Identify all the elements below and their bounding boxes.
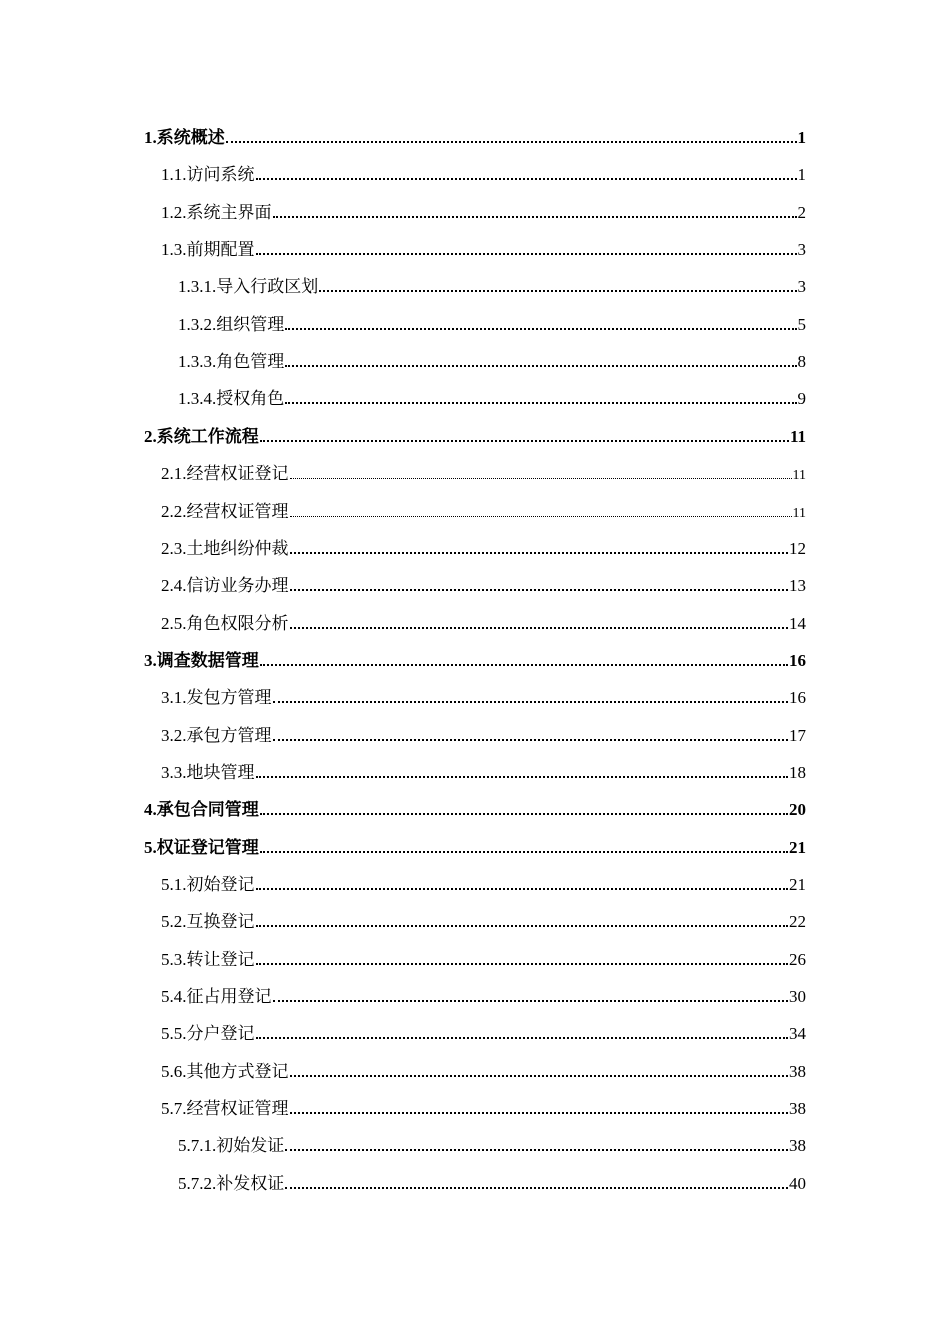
- toc-entry-title: 1.3.1.导入行政区划: [178, 277, 319, 297]
- toc-entry[interactable]: [161, 570, 806, 596]
- dot-leader: [290, 1112, 789, 1114]
- toc-entry-page-number: 14: [789, 613, 806, 633]
- toc-entry-title: 5.1.初始登记: [161, 875, 255, 894]
- toc-entry-page-number: 34: [789, 1024, 806, 1044]
- toc-entry[interactable]: [161, 757, 806, 783]
- toc-entry-title: 1.3.4.授权角色: [178, 389, 285, 409]
- toc-entry[interactable]: [161, 906, 806, 932]
- toc-entry[interactable]: [178, 1130, 806, 1156]
- toc-entry[interactable]: [178, 346, 806, 372]
- toc-entry-title: 1.系统概述: [144, 128, 225, 147]
- dot-leader: [260, 813, 788, 815]
- toc-entry-page-number: 38: [789, 1061, 806, 1081]
- dot-leader: [285, 328, 796, 330]
- toc-entry-page-number: 9: [797, 389, 806, 409]
- toc-entry-page-number: 1: [797, 128, 806, 147]
- toc-entry-title: 5.3.转让登记: [161, 949, 255, 969]
- toc-entry-page-number: 11: [789, 426, 806, 446]
- toc-entry-page-number: 22: [789, 912, 806, 932]
- toc-entry[interactable]: [161, 720, 806, 746]
- toc-entry-title: 4.承包合同管理: [144, 800, 259, 820]
- toc-entry[interactable]: [161, 458, 806, 484]
- toc-entry-page-number: 11: [792, 468, 806, 484]
- dot-leader: [260, 851, 788, 853]
- toc-entry[interactable]: [178, 1168, 806, 1194]
- toc-entry[interactable]: [161, 869, 806, 895]
- toc-entry[interactable]: [144, 122, 806, 148]
- dot-leader: [290, 627, 789, 629]
- toc-entry-page-number: 17: [789, 725, 806, 745]
- dot-leader: [256, 1037, 789, 1039]
- dot-leader: [285, 365, 796, 367]
- toc-entry-page-number: 38: [789, 1099, 806, 1119]
- toc-entry-title: 5.7.1.初始发证: [178, 1136, 285, 1156]
- toc-entry[interactable]: [161, 197, 806, 223]
- toc-entry-title: 1.3.3.角色管理: [178, 352, 285, 372]
- toc-entry-page-number: 5: [797, 314, 806, 334]
- toc-entry[interactable]: [144, 794, 806, 820]
- toc-entry[interactable]: [161, 682, 806, 708]
- toc-entry-page-number: 3: [797, 277, 806, 297]
- toc-entry[interactable]: [178, 271, 806, 297]
- dot-leader: [273, 739, 789, 741]
- toc-entry-page-number: 12: [789, 538, 806, 558]
- toc-entry-page-number: 3: [797, 240, 806, 260]
- toc-entry[interactable]: [161, 944, 806, 970]
- dot-leader: [256, 253, 797, 255]
- toc-entry-page-number: 16: [789, 650, 806, 670]
- dot-leader: [273, 1000, 789, 1002]
- toc-entry-title: 5.7.经营权证管理: [161, 1099, 289, 1119]
- toc-entry-title: 3.3.地块管理: [161, 762, 255, 782]
- toc-entry[interactable]: [161, 159, 806, 185]
- toc-entry-page-number: 11: [792, 505, 806, 521]
- toc-entry-title: 3.1.发包方管理: [161, 688, 272, 708]
- toc-entry-title: 2.2.经营权证管理: [161, 501, 289, 521]
- dot-leader: [226, 141, 797, 143]
- toc-entry-title: 3.调查数据管理: [144, 650, 259, 670]
- toc-entry-page-number: 1: [797, 165, 806, 185]
- toc-entry-title: 5.5.分户登记: [161, 1024, 255, 1044]
- toc-entry-page-number: 8: [797, 352, 806, 372]
- toc-entry-title: 2.5.角色权限分析: [161, 613, 289, 633]
- toc-entry-title: 1.1.访问系统: [161, 165, 255, 185]
- toc-entry-title: 5.权证登记管理: [144, 837, 259, 857]
- toc-entry-page-number: 2: [797, 202, 806, 222]
- toc-entry-title: 1.3.2.组织管理: [178, 314, 285, 334]
- dot-leader: [285, 1149, 788, 1151]
- toc-entry-page-number: 13: [789, 576, 806, 596]
- toc-entry[interactable]: [161, 496, 806, 522]
- toc-entry-title: 2.3.土地纠纷仲裁: [161, 538, 289, 558]
- toc-entry-title: 5.2.互换登记: [161, 912, 255, 932]
- toc-entry-title: 1.3.前期配置: [161, 240, 255, 260]
- toc-entry[interactable]: [161, 1056, 806, 1082]
- toc-entry-title: 3.2.承包方管理: [161, 725, 272, 745]
- toc-entry-title: 2.4.信访业务办理: [161, 576, 289, 596]
- toc-entry[interactable]: [161, 234, 806, 260]
- dot-leader: [260, 440, 789, 442]
- dot-leader: [273, 216, 797, 218]
- dot-leader: [256, 776, 789, 778]
- dot-leader: [290, 1075, 789, 1077]
- toc-entry[interactable]: [161, 981, 806, 1007]
- toc-entry-title: 5.6.其他方式登记: [161, 1061, 289, 1081]
- dot-leader: [260, 664, 788, 666]
- toc-entry-title: 2.1.经营权证登记: [161, 464, 289, 484]
- dot-leader: [290, 516, 792, 517]
- toc-entry[interactable]: [144, 832, 806, 858]
- dot-leader: [256, 178, 797, 180]
- toc-entry-page-number: 21: [789, 837, 806, 857]
- dot-leader: [285, 402, 796, 404]
- toc-entry[interactable]: [161, 1018, 806, 1044]
- toc-entry[interactable]: [178, 383, 806, 409]
- toc-entry[interactable]: [161, 533, 806, 559]
- toc-entry[interactable]: [178, 309, 806, 335]
- toc-entry[interactable]: [144, 421, 806, 447]
- toc-entry[interactable]: [144, 645, 806, 671]
- dot-leader: [256, 925, 789, 927]
- toc-entry-page-number: 21: [789, 875, 806, 894]
- toc-entry-page-number: 40: [789, 1173, 806, 1193]
- toc-entry-title: 5.7.2.补发权证: [178, 1173, 285, 1193]
- dot-leader: [256, 888, 789, 890]
- dot-leader: [273, 701, 789, 703]
- toc-entry[interactable]: [161, 608, 806, 634]
- dot-leader: [256, 963, 789, 965]
- dot-leader: [290, 552, 789, 554]
- toc-entry-title: 5.4.征占用登记: [161, 987, 272, 1007]
- toc-entry-page-number: 38: [789, 1136, 806, 1156]
- dot-leader: [319, 290, 796, 292]
- toc-entry[interactable]: [161, 1093, 806, 1119]
- dot-leader: [290, 478, 792, 479]
- toc-entry-page-number: 16: [789, 688, 806, 708]
- toc-entry-title: 1.2.系统主界面: [161, 202, 272, 222]
- dot-leader: [285, 1187, 788, 1189]
- dot-leader: [290, 589, 789, 591]
- toc-entry-page-number: 30: [789, 987, 806, 1007]
- toc-entry-page-number: 20: [789, 800, 806, 820]
- toc-entry-page-number: 26: [789, 949, 806, 969]
- toc-entry-page-number: 18: [789, 762, 806, 782]
- toc-entry-title: 2.系统工作流程: [144, 426, 259, 446]
